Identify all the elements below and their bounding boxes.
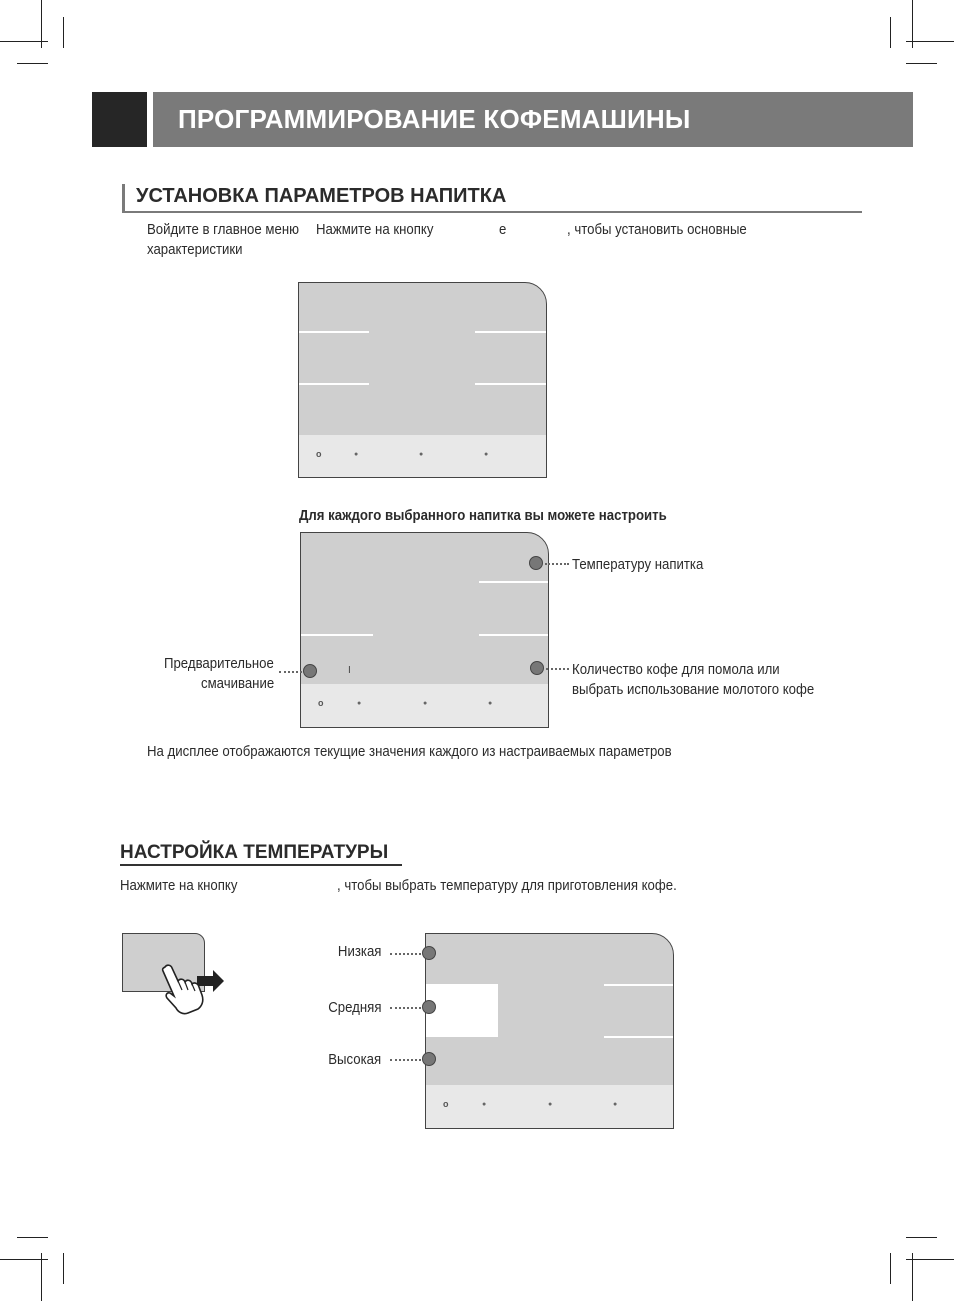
leader-line: [390, 1059, 421, 1061]
intro-text-line2: характеристики: [147, 241, 243, 258]
display-status-bar: [426, 1085, 673, 1128]
crop-mark: [41, 1253, 42, 1301]
status-dot: ●: [354, 451, 359, 458]
section-underline: [122, 211, 862, 213]
display-divider: [299, 383, 369, 385]
display-divider: [301, 634, 373, 636]
display-divider: [475, 331, 547, 333]
footer-note: На дисплее отображаются текущие значения каждого из настраиваемых параметров: [147, 743, 672, 760]
crop-mark: [17, 1237, 48, 1238]
crop-mark: [906, 1259, 954, 1260]
status-dot: ●: [613, 1101, 618, 1108]
header-tab-block: [92, 92, 147, 147]
label-temp-low: Низкая: [337, 943, 381, 960]
machine-display-drink-settings: [300, 532, 549, 728]
crop-mark: [63, 17, 64, 48]
crop-mark: [63, 1253, 64, 1284]
display-divider: [299, 331, 369, 333]
section-title-drink-params: УСТАНОВКА ПАРАМЕТРОВ НАПИТКА: [136, 185, 507, 207]
label-prewet-line1: Предварительное: [164, 655, 274, 672]
intro-text-a: Войдите в главное меню: [147, 221, 300, 238]
page-title: ПРОГРАММИРОВАНИЕ КОФЕМАШИНЫ: [178, 104, 691, 134]
status-symbol: o: [443, 1099, 449, 1109]
status-dot: ●: [482, 1101, 487, 1108]
selected-temperature-highlight: [426, 984, 498, 1037]
status-dot: ●: [488, 700, 493, 707]
leader-line: [546, 668, 569, 670]
temp-low-marker: [422, 946, 436, 960]
intro-text-b: Нажмите на кнопку: [316, 221, 434, 238]
crop-mark: [906, 63, 937, 64]
display-divider: [479, 634, 549, 636]
display-divider: [475, 383, 547, 385]
machine-display-main-menu: [298, 282, 547, 478]
label-temp-medium: Средняя: [327, 999, 381, 1016]
caption-customizable: Для каждого выбранного напитка вы можете настроить: [299, 507, 667, 524]
display-status-bar: [299, 435, 546, 477]
crop-mark: [906, 41, 954, 42]
temp-intro-a: Нажмите на кнопку: [120, 877, 238, 894]
leader-line: [390, 953, 421, 955]
status-dot: ●: [484, 451, 489, 458]
crop-mark: [912, 1253, 913, 1301]
status-dot: ●: [357, 700, 362, 707]
display-divider: [479, 581, 549, 583]
crop-mark: [890, 1253, 891, 1284]
status-dot: ●: [548, 1101, 553, 1108]
crop-mark: [17, 63, 48, 64]
quantity-marker: [530, 661, 544, 675]
temp-intro-b: , чтобы выбрать температуру для приготовления кофе.: [337, 877, 677, 894]
label-temperature: Температуру напитка: [572, 556, 704, 573]
label-quantity-line1: Количество кофе для помола или: [572, 661, 780, 678]
display-divider: [604, 984, 674, 986]
section-underline: [120, 864, 402, 866]
leader-line: [390, 1007, 421, 1009]
hand-press-icon: [155, 960, 230, 1015]
temp-medium-marker: [422, 1000, 436, 1014]
status-symbol: o: [318, 698, 324, 708]
temp-high-marker: [422, 1052, 436, 1066]
status-symbol: o: [316, 449, 322, 459]
machine-display-temperature: [425, 933, 674, 1129]
status-dot: ●: [423, 700, 428, 707]
status-dot: ●: [419, 451, 424, 458]
label-quantity-line2: выбрать использование молотого кофе: [572, 681, 815, 698]
intro-text-c: е: [499, 221, 507, 238]
label-temp-high: Высокая: [328, 1051, 381, 1068]
crop-mark: [0, 41, 48, 42]
display-status-bar: [301, 684, 548, 727]
section-marker: [122, 184, 125, 213]
crop-mark: [906, 1237, 937, 1238]
leader-line: [545, 563, 569, 565]
intro-text-d: , чтобы установить основные: [567, 221, 747, 238]
display-divider: [604, 1036, 674, 1038]
section-title-temperature: НАСТРОЙКА ТЕМПЕРАТУРЫ: [120, 842, 389, 863]
label-prewet-line2: смачивание: [200, 675, 274, 692]
prewet-value: I: [348, 665, 351, 676]
temperature-marker: [529, 556, 543, 570]
prewet-marker: [303, 664, 317, 678]
leader-line: [279, 671, 302, 673]
crop-mark: [0, 1259, 48, 1260]
crop-mark: [890, 17, 891, 48]
